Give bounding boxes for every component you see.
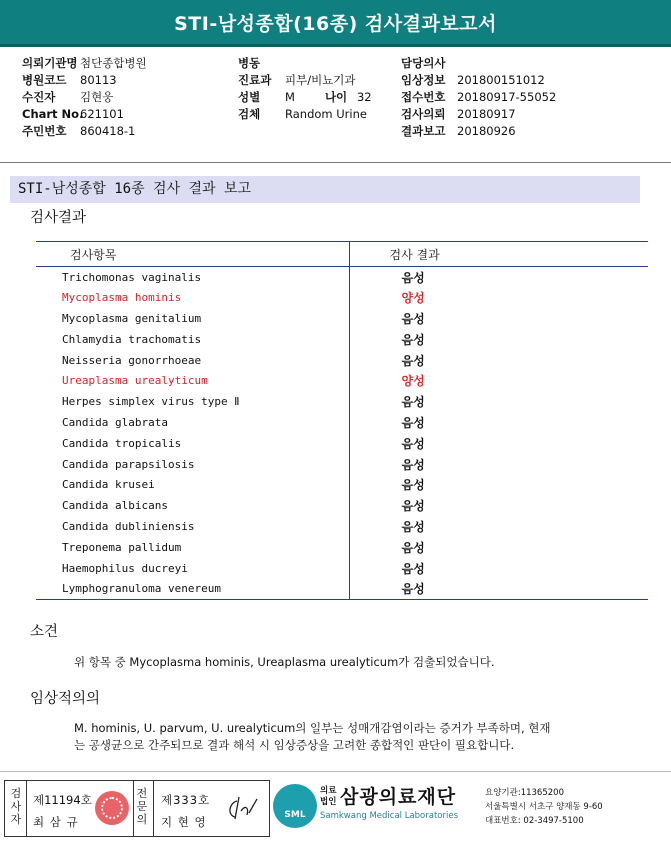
- table-row: [36, 350, 648, 371]
- specimen-label: 검체: [238, 107, 261, 121]
- report-date-value: 20180926: [457, 124, 516, 138]
- info-right-block: [401, 55, 556, 140]
- reviewer-label: 전문의: [136, 787, 148, 826]
- receipt-no-label: 접수번호: [401, 90, 446, 104]
- test-item-name: Candida albicans: [36, 495, 349, 516]
- tester-name: 최 삼 규: [33, 815, 79, 829]
- test-item-name: Candida tropicalis: [36, 433, 349, 454]
- table-row: [36, 267, 648, 288]
- table-row: [36, 495, 648, 516]
- hospital-code-value: 80113: [80, 73, 117, 87]
- test-result-value: 음성: [401, 270, 425, 285]
- test-result-value: 음성: [401, 499, 425, 514]
- request-date-label: 검사의뢰: [401, 107, 446, 121]
- test-item-name: Trichomonas vaginalis: [36, 267, 349, 288]
- test-result-value: 음성: [401, 457, 425, 472]
- table-row: [36, 454, 648, 475]
- report-title: STI-남성종합(16종) 검사결과보고서: [0, 0, 671, 47]
- hospital-code-label: 병원코드: [22, 73, 67, 87]
- clinical-info-label: 임상정보: [401, 73, 446, 87]
- test-result-value: 양성: [401, 374, 425, 389]
- results-heading: 검사결과: [30, 210, 87, 226]
- reviewer-license-no: 제333호: [161, 793, 211, 807]
- test-item-name: Treponema pallidum: [36, 537, 349, 558]
- institution-value: 첨단종합병원: [80, 56, 147, 70]
- test-result-value: 양성: [401, 291, 425, 306]
- department-value: 피부/비뇨기과: [285, 73, 356, 87]
- test-result-value: 음성: [401, 332, 425, 347]
- clinical-info-value: 201800151012: [457, 73, 545, 87]
- receipt-no-value: 20180917-55052: [457, 90, 557, 104]
- opinion-text: 위 항목 중 Mycoplasma hominis, Ureaplasma urealyticum가 검출되었습니다.: [74, 655, 495, 669]
- org-phone: 대표번호: 02-3497-5100: [485, 816, 584, 826]
- table-row: [36, 537, 648, 558]
- report-date-label: 결과보고: [401, 124, 446, 138]
- test-item-name: Chlamydia trachomatis: [36, 329, 349, 350]
- test-result-value: 음성: [401, 395, 425, 410]
- org-name: 삼광의료재단: [340, 786, 457, 808]
- org-info: [485, 786, 603, 828]
- request-date-value: 20180917: [457, 107, 516, 121]
- resident-no-value: 860418-1: [80, 124, 136, 138]
- age-label: 나이: [324, 90, 348, 104]
- tester-divider: [26, 781, 27, 836]
- org-code: 요양기관:11365200: [485, 788, 564, 798]
- test-result-value: 음성: [349, 578, 648, 599]
- clinical-line-2: 는 공생균으로 간주되므로 결과 해석 시 임상증상을 고려한 종합적인 판단이 필요합니다.: [74, 738, 515, 752]
- test-item-name: Haemophilus ducreyi: [36, 558, 349, 579]
- reviewer-signature: [223, 793, 263, 823]
- test-item-name: Lymphogranuloma venereum: [36, 578, 349, 599]
- age-value: 32: [356, 90, 372, 104]
- org-address: 서울특별시 서초구 양재동 9-60: [485, 802, 603, 812]
- test-result-value: 음성: [401, 415, 425, 430]
- table-row: [36, 308, 648, 329]
- test-item-name: Candida dubliniensis: [36, 516, 349, 537]
- tester-seal-stamp: [95, 791, 129, 825]
- chart-no-label: Chart No.: [22, 107, 84, 121]
- reviewer-name: 지 현 영: [161, 815, 207, 829]
- section-title: STI-남성종합 16종 검사 결과 보고: [10, 176, 640, 203]
- doctor-label: 담당의사: [401, 56, 446, 70]
- test-item-name: Ureaplasma urealyticum: [36, 370, 349, 391]
- test-result-value: 음성: [401, 519, 425, 534]
- patient-value: 김현웅: [80, 90, 114, 104]
- results-body: [36, 267, 648, 600]
- test-item-name: Neisseria gonorrhoeae: [36, 350, 349, 371]
- test-result-value: 음성: [401, 353, 425, 368]
- institution-label: 의뢰기관명: [22, 56, 78, 70]
- col-header-item: 검사항목: [36, 242, 349, 267]
- test-item-name: Candida parapsilosis: [36, 454, 349, 475]
- info-left-block: [22, 55, 147, 140]
- test-item-name: Candida krusei: [36, 474, 349, 495]
- resident-no-label: 주민번호: [22, 124, 67, 138]
- table-row: [36, 329, 648, 350]
- table-row: [36, 516, 648, 537]
- clinical-line-1: M. hominis, U. parvum, U. urealyticum의 일부는 성매개감염이라는 증거가 부족하며, 현재: [74, 721, 551, 735]
- patient-label: 수진자: [22, 90, 56, 104]
- table-row: [36, 474, 648, 495]
- table-row: [36, 287, 648, 308]
- col-header-result: 검사 결과: [349, 242, 648, 267]
- tester-license-no: 제11194호: [33, 793, 92, 807]
- table-row: [36, 558, 648, 579]
- specimen-value: Random Urine: [285, 107, 367, 121]
- ward-label: 병동: [238, 56, 261, 70]
- test-item-name: Herpes simplex virus type Ⅱ: [36, 391, 349, 412]
- reviewer-divider-left: [133, 781, 134, 836]
- test-result-value: 음성: [401, 561, 425, 576]
- signature-box: [4, 780, 270, 837]
- header-divider: [0, 162, 671, 163]
- table-row: [36, 391, 648, 412]
- chart-no-value: 621101: [80, 107, 124, 121]
- department-label: 진료과: [238, 73, 272, 87]
- org-legal-type: 의료법인: [320, 786, 337, 807]
- opinion-heading: 소견: [30, 624, 59, 640]
- reviewer-divider-right: [153, 781, 154, 836]
- table-row: [36, 578, 648, 599]
- info-mid-block: [238, 55, 372, 123]
- test-item-name: Candida glabrata: [36, 412, 349, 433]
- test-result-value: 음성: [401, 540, 425, 555]
- test-item-name: Mycoplasma genitalium: [36, 308, 349, 329]
- test-result-value: 음성: [401, 311, 425, 326]
- sex-label: 성별: [238, 90, 261, 104]
- test-result-value: 음성: [401, 478, 425, 493]
- org-english-name: Samkwang Medical Laboratories: [320, 811, 459, 821]
- clinical-text: [74, 720, 620, 754]
- test-item-name: Mycoplasma hominis: [36, 287, 349, 308]
- results-table: [36, 241, 648, 600]
- test-result-value: 음성: [401, 436, 425, 451]
- footer-divider: [0, 771, 671, 772]
- clinical-heading: 임상적의의: [30, 691, 101, 707]
- table-row: [36, 412, 648, 433]
- tester-label: 검사자: [10, 787, 22, 826]
- sex-value: M: [285, 90, 295, 104]
- table-row: [36, 370, 648, 391]
- table-row: [36, 433, 648, 454]
- sml-logo-icon: SML: [273, 784, 317, 828]
